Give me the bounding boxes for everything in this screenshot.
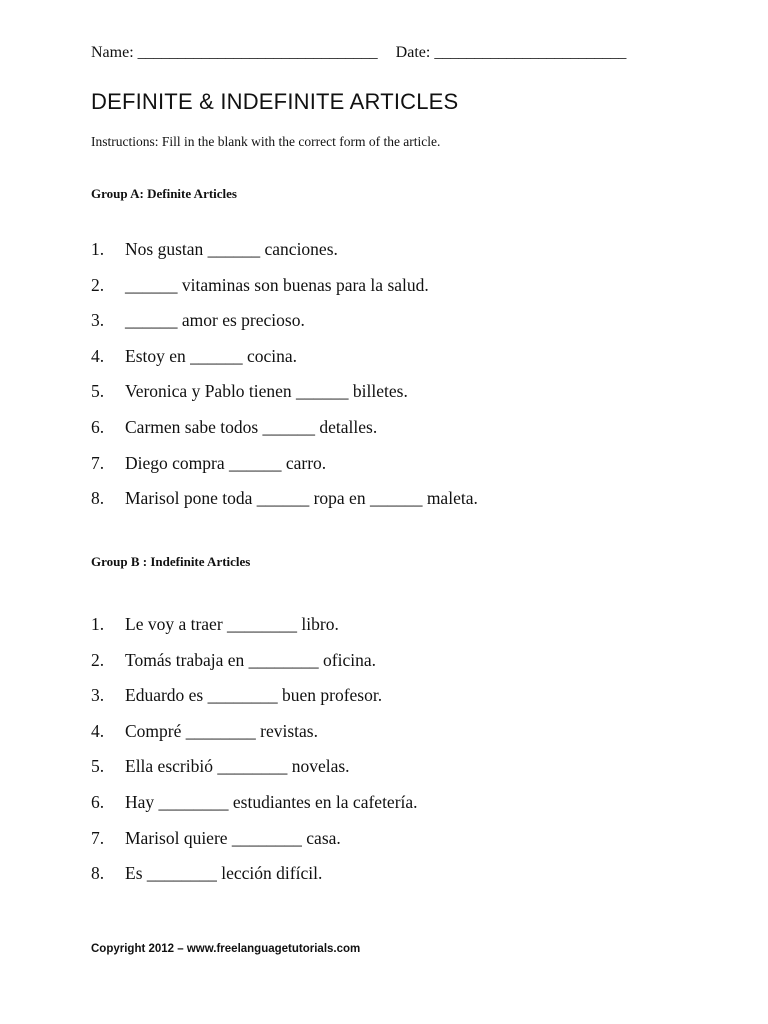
list-item (91, 719, 418, 755)
item-number: 2. (91, 649, 105, 670)
date-blank: ________________________ (434, 44, 627, 61)
list-item (91, 273, 478, 309)
list-item (91, 790, 418, 826)
list-item (91, 308, 478, 344)
date-label: Date: (395, 44, 431, 61)
item-number: 8. (91, 488, 105, 509)
item-sentence: Eduardo es ________ buen profesor. (125, 685, 383, 706)
item-number: 5. (91, 756, 105, 777)
item-sentence: Hay ________ estudiantes en la cafetería. (125, 791, 418, 812)
item-number: 1. (91, 614, 105, 634)
item-number: 4. (91, 720, 105, 741)
group-a-list (91, 237, 478, 522)
name-label: Name: (91, 44, 134, 61)
item-sentence: Veronica y Pablo tienen ______ billetes. (125, 381, 408, 402)
item-sentence: Compré ________ revistas. (125, 720, 318, 741)
list-item (91, 861, 418, 897)
list-item (91, 648, 418, 684)
item-number: 2. (91, 274, 105, 295)
list-item (91, 379, 478, 415)
copyright-footer: Copyright 2012 – www.freelanguagetutorials.com (91, 943, 361, 955)
name-blank: ______________________________ (137, 44, 378, 61)
list-item (91, 451, 478, 487)
item-sentence: Ella escribió ________ novelas. (125, 756, 350, 777)
instructions: Instructions: Fill in the blank with the correct form of the article. (91, 134, 441, 149)
item-number: 1. (91, 239, 105, 259)
item-sentence: Estoy en ______ cocina. (125, 345, 298, 366)
item-sentence: Tomás trabaja en ________ oficina. (125, 649, 376, 670)
item-sentence: ______ vitaminas son buenas para la salud. (125, 274, 429, 295)
item-number: 8. (91, 863, 105, 884)
list-item (91, 237, 478, 273)
list-item (91, 612, 418, 648)
name-date-line (91, 44, 626, 62)
item-number: 5. (91, 381, 105, 402)
item-number: 3. (91, 685, 105, 706)
item-sentence: Le voy a traer ________ libro. (125, 614, 339, 634)
item-sentence: Nos gustan ______ canciones. (125, 239, 338, 259)
item-sentence: Marisol quiere ________ casa. (125, 827, 341, 848)
page-title: DEFINITE & INDEFINITE ARTICLES (91, 89, 459, 114)
item-sentence: Diego compra ______ carro. (125, 452, 327, 473)
item-sentence: Carmen sabe todos ______ detalles. (125, 416, 378, 437)
item-sentence: Es ________ lección difícil. (125, 863, 323, 884)
item-sentence: Marisol pone toda ______ ropa en ______ maleta. (125, 488, 478, 509)
group-b-heading: Group B : Indefinite Articles (91, 554, 251, 569)
item-number: 7. (91, 452, 105, 473)
list-item (91, 683, 418, 719)
item-number: 6. (91, 791, 105, 812)
list-item (91, 826, 418, 862)
item-sentence: ______ amor es precioso. (125, 310, 305, 331)
item-number: 4. (91, 345, 105, 366)
list-item (91, 754, 418, 790)
item-number: 3. (91, 310, 105, 331)
item-number: 7. (91, 827, 105, 848)
list-item (91, 415, 478, 451)
group-b-list (91, 612, 418, 897)
group-a-heading: Group A: Definite Articles (91, 186, 237, 201)
list-item (91, 344, 478, 380)
item-number: 6. (91, 416, 105, 437)
list-item (91, 486, 478, 522)
